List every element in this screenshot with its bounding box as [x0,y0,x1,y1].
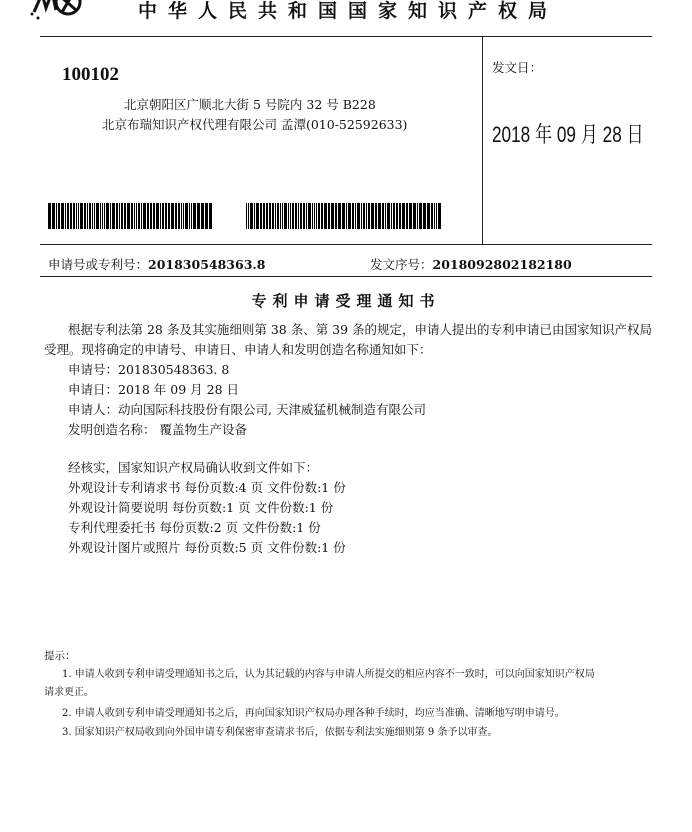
serial-number-value: 2018092802182180 [432,257,572,272]
application-number-label: 申请号或专利号： [48,257,149,272]
barcode-bar [303,203,305,229]
barcode-bar [318,203,320,229]
notes-heading: 提示： [44,650,76,662]
barcode-bar [290,203,291,229]
barcode-bar [438,203,441,229]
barcode-bar [183,203,184,229]
barcode-bar [87,203,88,229]
note-1-continued: 请求更正。 [44,687,94,698]
barcode-bar [76,203,77,229]
barcode-bar [292,203,294,229]
barcode-bar [178,203,180,229]
barcode-bar [300,203,302,229]
barcode-bar [189,203,190,229]
barcode-bar [331,203,334,229]
barcode-bar [306,203,307,229]
barcode-bar [181,203,182,229]
barcode-bar [209,203,212,229]
barcode-left [48,203,214,229]
barcode-bar [121,203,123,229]
barcode-bar [67,203,69,229]
barcode-bar [100,203,101,229]
application-number-row [48,255,265,273]
barcode-bar [246,203,247,229]
barcode-bar [288,203,289,229]
barcode-bar [138,203,140,229]
document-item: 外观设计简要说明 每份页数:1 页 文件份数:1 份 [68,500,334,515]
barcode-bar [165,203,167,229]
barcode-bar [266,203,268,229]
barcode-bar [366,203,367,229]
barcode-bar [399,203,401,229]
barcode-bar [256,203,259,229]
barcode-bar [431,203,433,229]
barcode-bar [312,203,313,229]
barcode-bar [70,203,72,229]
barcode-bar [80,203,83,229]
numbers-bottom-rule [40,276,652,277]
barcode-bar [328,203,330,229]
barcode-bar [260,203,262,229]
barcode-bar [150,203,152,229]
note-1: 1. 申请人收到专利申请受理通知书之后，认为其记载的内容与申请人所提交的相应内容不一致时，可以向国家知识产权局 [62,669,595,680]
barcode-bar [396,203,398,229]
barcode-bar [263,203,265,229]
barcode-bar [84,203,86,229]
barcode-bar [127,203,130,229]
barcode-bar [272,203,274,229]
barcode-bar [160,203,161,229]
barcode-bar [348,203,351,229]
barcode-bar [48,203,51,229]
barcode-bar [417,203,418,229]
barcode-bar [352,203,354,229]
barcode-bar [147,203,149,229]
verified-intro: 经核实，国家知识产权局确认收到文件如下： [68,460,319,475]
barcode-bar [141,203,142,229]
barcode-bar [106,203,109,229]
barcode-bar [385,203,386,229]
barcode-bar [434,203,435,229]
field-application-date: 申请日：2018 年 09 月 28 日 [68,382,239,397]
barcode-bar [284,203,287,229]
barcode-bar [248,203,249,229]
barcode-bar [193,203,196,229]
numbers-top-rule [40,244,652,245]
barcode-bar [56,203,57,229]
note-2: 2. 申请人收到专利申请受理通知书之后，再向国家知识产权局办理各种手续时，均应当准确、清晰地写明申请号。 [62,708,565,719]
barcode-bar [197,203,200,229]
barcode-bar [275,203,276,229]
barcode-bar [280,203,281,229]
barcode-bar [316,203,317,229]
barcode-bar [131,203,133,229]
barcode-bar [73,203,75,229]
barcode-bar [338,203,341,229]
barcode-bar [391,203,392,229]
barcode-bar [92,203,93,229]
document-item: 专利代理委托书 每份页数:2 页 文件份数:1 份 [68,520,321,535]
barcode-bar [134,203,135,229]
barcode-bar [402,203,405,229]
barcode-bar [427,203,430,229]
barcode-bar [162,203,164,229]
barcode-bar [277,203,279,229]
barcode-bar [89,203,91,229]
barcode-bar [205,203,208,229]
header-top-rule [40,36,652,37]
note-3: 3. 国家知识产权局收到向外国申请专利保密审查请求书后，依据专利法实施细则第 9 条予以审查。 [62,727,498,738]
barcode-bar [191,203,192,229]
field-applicant: 申请人：动向国际科技股份有限公司, 天津威猛机械制造有限公司 [68,402,426,417]
field-application-number: 申请号：201830548363. 8 [68,362,230,377]
field-invention-name: 发明创造名称： 覆盖物生产设备 [68,422,247,437]
barcode-bar [250,203,253,229]
barcode-bar [419,203,422,229]
barcode-bar [321,203,323,229]
barcode-bar [116,203,118,229]
document-item: 外观设计图片或照片 每份页数:5 页 文件份数:1 份 [68,540,346,555]
barcode-bar [355,203,356,229]
barcode-bar [436,203,437,229]
barcode-bar [413,203,416,229]
barcode-bar [136,203,137,229]
barcode-bar [58,203,60,229]
barcode-bar [171,203,174,229]
barcode-bar [308,203,311,229]
barcode-bar [254,203,255,229]
send-date-label: 发文日： [492,60,543,75]
barcode-bar [378,203,381,229]
barcode-bar [363,203,365,229]
barcode-bar [282,203,283,229]
barcode-bar [409,203,412,229]
barcode-bar [371,203,374,229]
address-line-2: 北京布瑞知识产权代理有限公司 孟潭(010-52592633) [102,117,408,132]
barcode-bar [295,203,297,229]
barcode-bar [119,203,120,229]
serial-number-label: 发文序号： [370,257,433,272]
barcode-bar [357,203,360,229]
notice-intro: 根据专利法第 28 条及其实施细则第 38 条、第 39 条的规定，申请人提出的专利申请已由国家知识产权局受理。现将确定的申请号、申请日、申请人和发明创造名称通知如下： [44,322,653,357]
barcode-bar [175,203,177,229]
barcode-bar [423,203,426,229]
barcode-bar [94,203,95,229]
send-date-value: 2018 年 09 月 28 日 [492,122,644,147]
address-line-1: 北京朝阳区广顺北大街 5 号院内 32 号 B228 [124,97,376,112]
barcode-bar [361,203,362,229]
barcode-bar [201,203,204,229]
date-column-divider [482,36,483,244]
barcode-right [246,203,442,229]
barcode-bar [104,203,105,229]
barcode-bar [143,203,146,229]
barcode-bar [342,203,345,229]
barcode-bar [298,203,299,229]
barcode-bar [387,203,390,229]
barcode-bar [112,203,115,229]
barcode-bar [110,203,111,229]
barcode-bar [78,203,79,229]
barcode-bar [314,203,315,229]
barcode-bar [102,203,103,229]
serial-number-row [370,255,572,273]
barcode-bar [52,203,55,229]
barcode-bar [153,203,155,229]
barcode-bar [156,203,159,229]
barcode-bar [168,203,170,229]
barcode-bar [346,203,347,229]
barcode-bar [406,203,408,229]
barcode-bar [96,203,99,229]
barcode-bar [124,203,126,229]
barcode-bar [324,203,327,229]
document-item: 外观设计专利请求书 每份页数:4 页 文件份数:1 份 [68,480,346,495]
barcode-bar [61,203,64,229]
barcode-bar [382,203,384,229]
cnipa-logo-icon [28,0,88,22]
barcode-bar [368,203,370,229]
barcode-bar [375,203,377,229]
barcode-bar [269,203,271,229]
postcode: 100102 [62,64,119,85]
barcode-bar [335,203,337,229]
barcode-bar [393,203,395,229]
notice-title: 专利申请受理通知书 [251,292,441,310]
barcode-bar [185,203,188,229]
barcode-bar [65,203,66,229]
application-number-value: 201830548363.8 [148,257,266,272]
org-name: 中华人民共和国国家知识产权局 [138,0,559,22]
